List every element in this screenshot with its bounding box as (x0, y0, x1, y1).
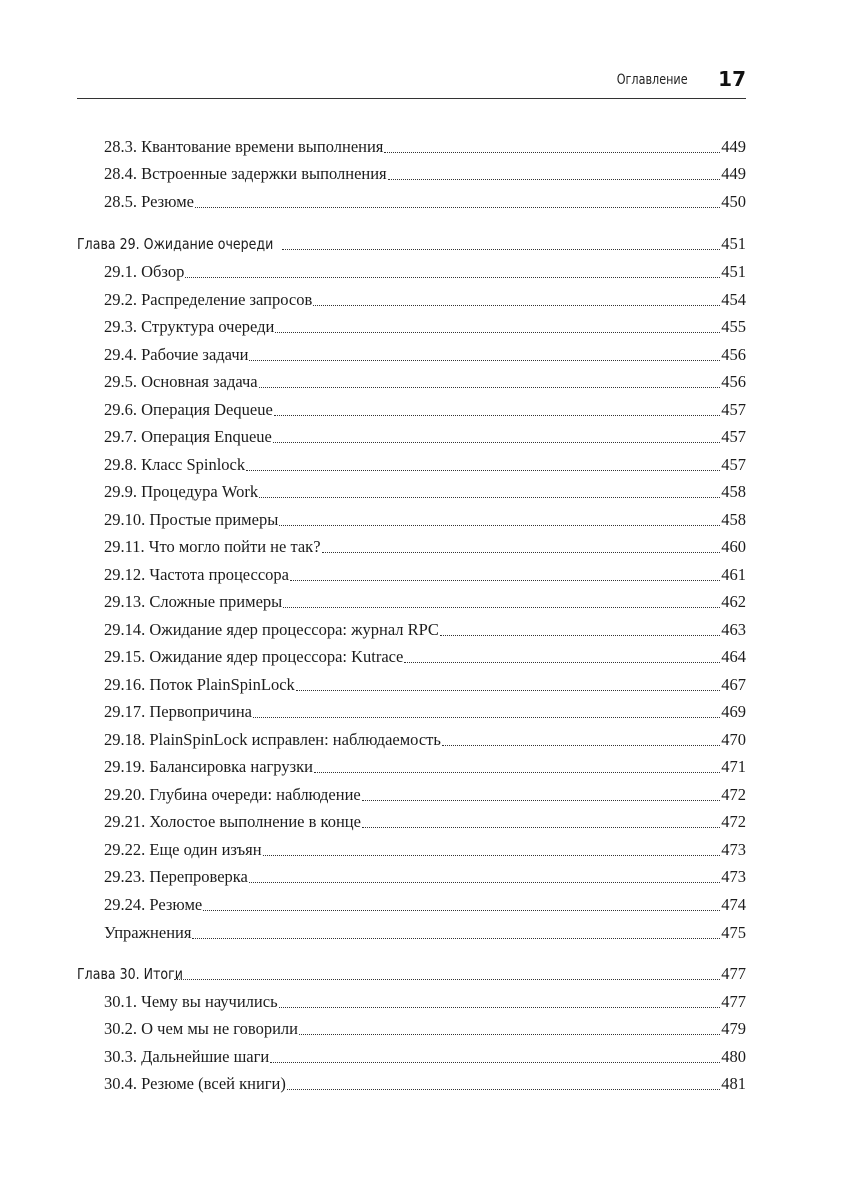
toc-entry-label: 29.22. Еще один изъян (104, 840, 262, 859)
toc-entry-page: 456 (721, 372, 746, 391)
toc-entry-label: Глава 29. Ожидание очереди (77, 235, 274, 253)
toc-entry-label: 29.7. Операция Enqueue (104, 427, 272, 446)
toc-entry-page: 458 (721, 482, 746, 501)
toc-entry-page: 469 (721, 702, 746, 721)
toc-chapter-entry[interactable] (0, 232, 746, 256)
toc-entry-page: 458 (721, 510, 746, 529)
dot-leader (279, 524, 720, 526)
toc-section-entry[interactable] (0, 865, 746, 889)
toc-section-entry[interactable] (0, 1017, 746, 1041)
toc-entry-page: 472 (721, 785, 746, 804)
toc-section-entry[interactable] (0, 508, 746, 532)
toc-entry-label: 29.6. Операция Dequeue (104, 400, 273, 419)
toc-entry-page: 477 (721, 964, 746, 983)
toc-section-entry[interactable] (0, 135, 746, 159)
dot-leader (299, 1033, 720, 1035)
dot-leader (384, 151, 720, 153)
dot-leader (440, 634, 720, 636)
toc-entry-label: Глава 30. Итоги (77, 965, 183, 983)
dot-leader (313, 304, 720, 306)
header-page-number: 17 (718, 67, 746, 91)
toc-entry-label: 29.20. Глубина очереди: наблюдение (104, 785, 361, 804)
toc-section-entry[interactable] (0, 260, 746, 284)
toc-entry-label: 29.4. Рабочие задачи (104, 345, 249, 364)
dot-leader (314, 771, 720, 773)
toc-entry-page: 457 (721, 427, 746, 446)
toc-entry-label: 28.3. Квантование времени выполнения (104, 137, 384, 156)
toc-entry-label: 29.2. Распределение запросов (104, 290, 313, 309)
toc-section-entry[interactable] (0, 190, 746, 214)
toc-section-entry[interactable] (0, 590, 746, 614)
toc-entry-label: 29.10. Простые примеры (104, 510, 279, 529)
toc-entry-label: 29.9. Процедура Work (104, 482, 259, 501)
toc-entry-label: 29.21. Холостое выполнение в конце (104, 812, 361, 831)
toc-entry-label: 29.13. Сложные примеры (104, 592, 283, 611)
toc-entry-label: 30.4. Резюме (всей книги) (104, 1074, 286, 1093)
toc-entry-page: 481 (721, 1074, 746, 1093)
toc-section-entry[interactable] (0, 343, 746, 367)
toc-entry-label: Упражнения (104, 923, 192, 942)
toc-entry-label: 29.18. PlainSpinLock исправлен: наблюдаемость (104, 730, 441, 749)
dot-leader (282, 248, 721, 250)
toc-section-entry[interactable] (0, 755, 746, 779)
toc-section-entry[interactable] (0, 480, 746, 504)
toc-entry-label: 29.11. Что могло пойти не так? (104, 537, 321, 556)
dot-leader (246, 469, 720, 471)
toc-entry-page: 456 (721, 345, 746, 364)
toc-entry-label: 29.24. Резюме (104, 895, 203, 914)
toc-entry-page: 463 (721, 620, 746, 639)
toc-entry-page: 473 (721, 840, 746, 859)
toc-section-entry[interactable] (0, 728, 746, 752)
toc-section-entry[interactable] (0, 563, 746, 587)
dot-leader (442, 744, 720, 746)
toc-entry-label: 29.23. Перепроверка (104, 867, 248, 886)
dot-leader (273, 441, 720, 443)
toc-entry-page: 479 (721, 1019, 746, 1038)
toc-entry-label: 29.17. Первопричина (104, 702, 252, 721)
toc-entry-label: 29.19. Балансировка нагрузки (104, 757, 313, 776)
toc-entry-page: 473 (721, 867, 746, 886)
toc-entry-page: 449 (721, 164, 746, 183)
toc-section-entry[interactable] (0, 783, 746, 807)
dot-leader (290, 579, 720, 581)
toc-entry-label: 29.15. Ожидание ядер процессора: Kutrace (104, 647, 404, 666)
dot-leader (174, 978, 720, 980)
dot-leader (249, 359, 720, 361)
toc-entry-page: 449 (721, 137, 746, 156)
toc-entry-label: 30.1. Чему вы научились (104, 992, 278, 1011)
toc-entry-page: 451 (721, 262, 746, 281)
dot-leader (249, 881, 720, 883)
dot-leader (296, 689, 720, 691)
dot-leader (362, 826, 720, 828)
toc-entry-page: 451 (721, 234, 746, 253)
dot-leader (279, 1006, 721, 1008)
toc-entry-page: 462 (721, 592, 746, 611)
toc-section-entry[interactable] (0, 425, 746, 449)
dot-leader (253, 716, 720, 718)
dot-leader (404, 661, 720, 663)
toc-section-entry[interactable] (0, 370, 746, 394)
toc-entry-label: 29.16. Поток PlainSpinLock (104, 675, 295, 694)
toc-entry-page: 471 (721, 757, 746, 776)
toc-section-entry[interactable] (0, 645, 746, 669)
toc-section-entry[interactable] (0, 453, 746, 477)
toc-entry-page: 460 (721, 537, 746, 556)
toc-entry-label: 29.5. Основная задача (104, 372, 258, 391)
toc-entry-page: 474 (721, 895, 746, 914)
toc-section-entry[interactable] (0, 618, 746, 642)
toc-section-entry[interactable] (0, 315, 746, 339)
toc-entry-page: 470 (721, 730, 746, 749)
dot-leader (263, 854, 721, 856)
dot-leader (322, 551, 721, 553)
toc-entry-page: 477 (721, 992, 746, 1011)
toc-entry-label: 29.1. Обзор (104, 262, 185, 281)
toc-entry-page: 450 (721, 192, 746, 211)
dot-leader (362, 799, 721, 801)
toc-section-entry[interactable] (0, 162, 746, 186)
toc-section-entry[interactable] (0, 700, 746, 724)
toc-entry-label: 28.5. Резюме (104, 192, 195, 211)
dot-leader (287, 1088, 720, 1090)
toc-entry-page: 464 (721, 647, 746, 666)
toc-entry-page: 455 (721, 317, 746, 336)
toc-entry-label: 29.14. Ожидание ядер процессора: журнал RPC (104, 620, 439, 639)
toc-section-entry[interactable] (0, 288, 746, 312)
toc-chapter-entry[interactable] (0, 962, 746, 986)
toc-section-entry[interactable] (0, 990, 746, 1014)
dot-leader (195, 206, 720, 208)
header-title: Оглавление (617, 72, 688, 88)
toc-section-entry[interactable] (0, 398, 746, 422)
dot-leader (274, 414, 720, 416)
toc-section-entry[interactable] (0, 673, 746, 697)
dot-leader (270, 1061, 720, 1063)
dot-leader (192, 937, 720, 939)
dot-leader (185, 276, 720, 278)
dot-leader (259, 496, 720, 498)
toc-section-entry[interactable] (0, 893, 746, 917)
toc-entry-label: 30.2. О чем мы не говорили (104, 1019, 298, 1038)
toc-entry-page: 457 (721, 455, 746, 474)
toc-entry-label: 29.8. Класс Spinlock (104, 455, 246, 474)
toc-entry-label: 29.12. Частота процессора (104, 565, 289, 584)
dot-leader (203, 909, 720, 911)
toc-section-entry[interactable] (0, 921, 746, 945)
toc-entry-page: 454 (721, 290, 746, 309)
toc-section-entry[interactable] (0, 838, 746, 862)
toc-entry-label: 28.4. Встроенные задержки выполнения (104, 164, 387, 183)
toc-entry-label: 30.3. Дальнейшие шаги (104, 1047, 270, 1066)
toc-section-entry[interactable] (0, 535, 746, 559)
toc-entry-page: 467 (721, 675, 746, 694)
dot-leader (283, 606, 720, 608)
toc-entry-page: 475 (721, 923, 746, 942)
toc-entry-page: 461 (721, 565, 746, 584)
toc-entry-page: 457 (721, 400, 746, 419)
toc-entry-label: 29.3. Структура очереди (104, 317, 275, 336)
dot-leader (259, 386, 721, 388)
toc-section-entry[interactable] (0, 1045, 746, 1069)
toc-section-entry[interactable] (0, 1072, 746, 1096)
dot-leader (275, 331, 720, 333)
toc-section-entry[interactable] (0, 810, 746, 834)
toc-entry-page: 472 (721, 812, 746, 831)
toc-entry-page: 480 (721, 1047, 746, 1066)
dot-leader (388, 178, 721, 180)
running-header (77, 66, 746, 99)
